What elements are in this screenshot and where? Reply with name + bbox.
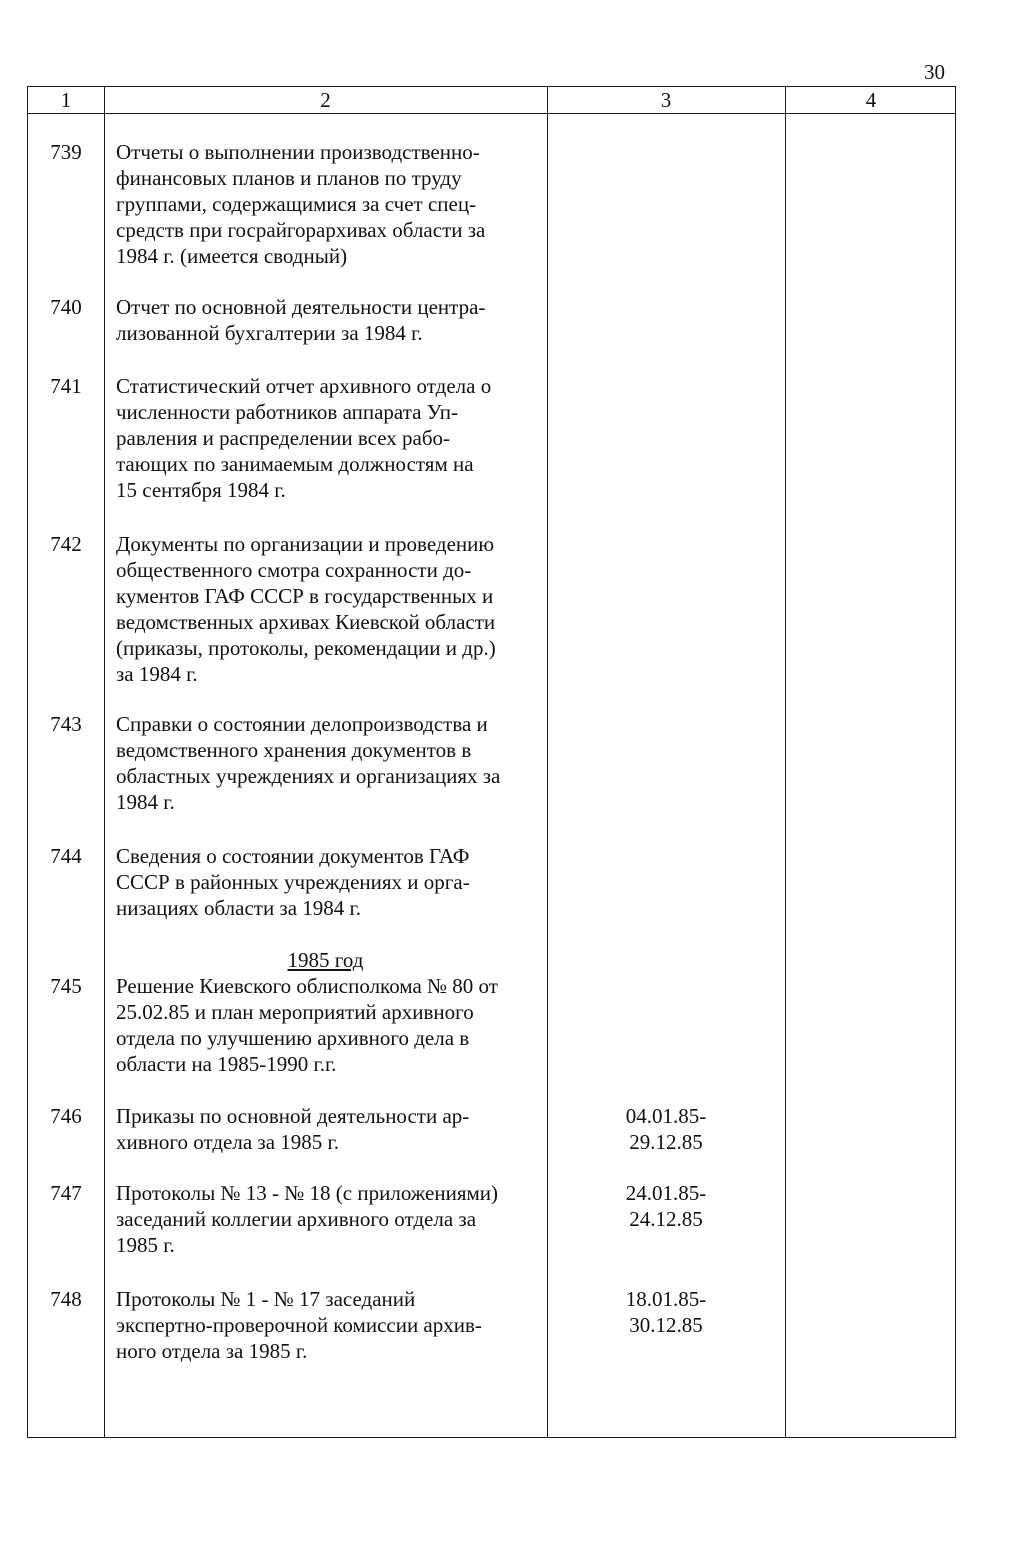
item-description [116, 711, 536, 815]
item-description [116, 1286, 536, 1364]
description-line: финансовых планов и планов по труду [116, 166, 462, 190]
item-description [116, 1180, 536, 1258]
description-line: 15 сентября 1984 г. [116, 478, 286, 502]
item-number: 748 [50, 1287, 82, 1311]
item-description [116, 373, 536, 503]
description-line: численности работников аппарата Уп- [116, 400, 458, 424]
description-line: общественного смотра сохранности до- [116, 558, 472, 582]
description-line: (приказы, протоколы, рекомендации и др.) [116, 636, 496, 660]
date-range [547, 1180, 785, 1232]
header-col-4: 4 [865, 88, 877, 112]
description-line: хивного отдела за 1985 г. [116, 1130, 340, 1154]
header-col-3: 3 [660, 88, 672, 112]
description-line: лизованной бухгалтерии за 1984 г. [116, 321, 423, 345]
date-range [547, 1286, 785, 1338]
description-line: области на 1985-1990 г.г. [116, 1052, 337, 1076]
item-number: 746 [50, 1104, 82, 1128]
column-divider-1 [104, 87, 105, 1437]
description-line: Отчет по основной деятельности центра- [116, 295, 486, 319]
description-line: ведомственного хранения документов в [116, 738, 472, 762]
archive-inventory-table [27, 86, 956, 1438]
description-line: ного отдела за 1985 г. [116, 1339, 308, 1363]
description-line: экспертно-проверочной комиссии архив- [116, 1313, 482, 1337]
description-line: Протоколы № 1 - № 17 заседаний [116, 1287, 416, 1311]
item-description [116, 531, 536, 687]
item-number: 742 [50, 532, 82, 556]
header-col-1: 1 [60, 88, 72, 112]
header-col-2: 2 [320, 88, 331, 112]
description-line: Отчеты о выполнении производственно- [116, 140, 480, 164]
description-line: средств при госрайгорархивах области за [116, 218, 486, 242]
description-line: Документы по организации и проведению [116, 532, 495, 556]
description-line: тающих по занимаемым должностям на [116, 452, 474, 476]
date-start: 04.01.85- [625, 1104, 707, 1128]
description-line: СССР в районных учреждениях и орга- [116, 870, 470, 894]
item-description [116, 1103, 536, 1155]
item-number: 745 [50, 974, 82, 998]
column-divider-2 [547, 87, 548, 1437]
description-line: Протоколы № 13 - № 18 (с приложениями) [116, 1181, 499, 1205]
item-description [116, 973, 536, 1077]
description-line: равления и распределении всех рабо- [116, 426, 450, 450]
item-number: 744 [50, 844, 82, 868]
description-line: Решение Киевского облисполкома № 80 от [116, 974, 498, 998]
date-range [547, 1103, 785, 1155]
date-end: 30.12.85 [629, 1313, 703, 1337]
description-line: отдела по улучшению архивного дела в [116, 1026, 470, 1050]
description-line: 1985 г. [116, 1233, 175, 1257]
description-line: заседаний коллегии архивного отдела за [116, 1207, 477, 1231]
header-divider [28, 113, 955, 114]
description-line: Статистический отчет архивного отдела о [116, 374, 492, 398]
section-heading-year: 1985 год [287, 948, 364, 972]
item-description [116, 139, 536, 269]
description-line: Справки о состоянии делопроизводства и [116, 712, 488, 736]
date-end: 24.12.85 [629, 1207, 703, 1231]
item-number: 747 [50, 1181, 82, 1205]
item-number: 739 [50, 140, 82, 164]
description-line: низациях области за 1984 г. [116, 896, 362, 920]
item-number: 741 [50, 374, 82, 398]
description-line: группами, содержащимися за счет спец- [116, 192, 477, 216]
description-line: ведомственных архивах Киевской области [116, 610, 496, 634]
page-number: 30 [924, 60, 945, 84]
description-line: Приказы по основной деятельности ар- [116, 1104, 470, 1128]
column-divider-3 [785, 87, 786, 1437]
description-line: областных учреждениях и организациях за [116, 764, 501, 788]
description-line: 1984 г. (имеется сводный) [116, 244, 348, 268]
description-line: 1984 г. [116, 790, 175, 814]
description-line: кументов ГАФ СССР в государственных и [116, 584, 494, 608]
item-number: 743 [50, 712, 82, 736]
description-line: 25.02.85 и план мероприятий архивного [116, 1000, 474, 1024]
date-end: 29.12.85 [629, 1130, 703, 1154]
item-description [116, 294, 536, 346]
description-line: Сведения о состоянии документов ГАФ [116, 844, 470, 868]
date-start: 24.01.85- [625, 1181, 707, 1205]
description-line: за 1984 г. [116, 662, 198, 686]
item-number: 740 [50, 295, 82, 319]
date-start: 18.01.85- [625, 1287, 707, 1311]
item-description [116, 843, 536, 921]
